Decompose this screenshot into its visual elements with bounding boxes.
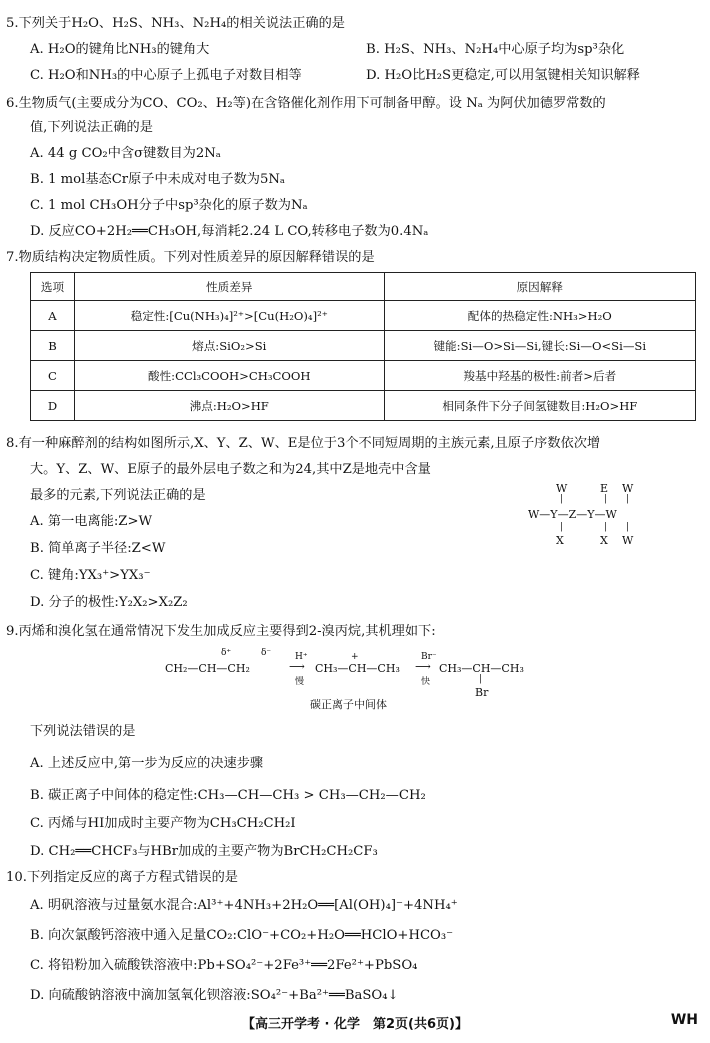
struct-bond: | [604,494,608,504]
q5-option-a: A. H₂O的键角比NH₃的键角大 [30,42,210,57]
q7-row-c-property: 酸性:CCl₃COOH>CH₃COOH [74,361,384,391]
q7-row-c-option: C [31,361,75,391]
struct-main-chain: W—Y—Z—Y—W [528,508,617,521]
struct-bottom-x2: X [600,534,608,547]
product-formula: CH₃—CH—CH₃ [439,662,524,675]
struct-bond: | [626,494,630,504]
table-row [31,361,696,391]
q8-option-c: C. 键角:YX₃⁺>YX₃⁻ [30,568,151,583]
arrow2-reagent: Br⁻ [421,652,437,662]
arrow2-icon: ⟶ [415,660,431,673]
struct-bond: | [560,494,564,504]
q9-stem: 9.丙烯和溴化氢在通常情况下发生加成反应主要得到2-溴丙烷,其机理如下: [6,624,436,639]
q8-option-d: D. 分子的极性:Y₂X₂>X₂Z₂ [30,595,188,610]
table-row [31,331,696,361]
q5-option-c: C. H₂O和NH₃的中心原子上孤电子对数目相等 [30,68,302,83]
q9-option-d: D. CH₂══CHCF₃与HBr加成的主要产物为BrCH₂CH₂CF₃ [30,844,378,859]
carbocation-caption: 碳正离子中间体 [310,698,387,711]
q8-stem-line3: 最多的元素,下列说法正确的是 [30,488,206,503]
q7-row-c-reason: 羧基中羟基的极性:前者>后者 [384,361,695,391]
q5-option-b: B. H₂S、NH₃、N₂H₄中心原子均为sp³杂化 [366,42,625,57]
q7-row-a-property: 稳定性:[Cu(NH₃)₄]²⁺>[Cu(H₂O)₄]²⁺ [74,301,384,331]
table-row [31,301,696,331]
q9-option-b: B. 碳正离子中间体的稳定性:CH₃—CH—CH₃ > CH₃—CH₂—CH₂ [30,788,426,803]
delta-plus: δ⁺ [221,648,232,658]
q7-row-d-property: 沸点:H₂O>HF [74,391,384,421]
arrow2-condition: 快 [421,677,431,687]
q7-table [30,272,696,421]
struct-bond: | [626,522,630,532]
q8-option-a: A. 第一电离能:Z>W [30,514,153,529]
q5-option-d: D. H₂O比H₂S更稳定,可以用氢键相关知识解释 [366,68,640,83]
q10-stem: 10.下列指定反应的离子方程式错误的是 [6,870,238,885]
q6-stem-line1: 6.生物质气(主要成分为CO、CO₂、H₂等)在含铬催化剂作用下可制备甲醇。设 Nₐ 为阿伏加德罗常数的 [6,96,606,111]
q10-option-c: C. 将铅粉加入硫酸铁溶液中:Pb+SO₄²⁻+2Fe³⁺══2Fe²⁺+PbSO₄ [30,958,418,973]
struct-bond: | [560,522,564,532]
q9-mechanism [165,650,545,710]
q7-row-b-property: 熔点:SiO₂>Si [74,331,384,361]
q6-option-c: C. 1 mol CH₃OH分子中sp³杂化的原子数为Nₐ [30,198,308,213]
q7-row-a-option: A [31,301,75,331]
q6-option-d: D. 反应CO+2H₂══CH₃OH,每消耗2.24 L CO,转移电子数为0.4Nₐ [30,224,429,239]
arrow1-icon: ⟶ [289,660,305,673]
delta-minus: δ⁻ [261,648,272,658]
carbocation-plus: + [351,652,359,662]
struct-bottom-w: W [622,534,634,547]
q7-row-b-reason: 键能:Si—O>Si—Si,键长:Si—O<Si—Si [384,331,695,361]
q10-option-a: A. 明矾溶液与过量氨水混合:Al³⁺+4NH₃+2H₂O══[Al(OH)₄]⁻+4NH₄⁺ [30,898,458,913]
q7-row-d-reason: 相同条件下分子间氢键数目:H₂O>HF [384,391,695,421]
q6-option-b: B. 1 mol基态Cr原子中未成对电子数为5Nₐ [30,172,285,187]
struct-top-e: E [600,482,609,495]
q9-option-c: C. 丙烯与HI加成时主要产物为CH₃CH₂CH₂I [30,816,296,831]
struct-top-w2: W [622,482,634,495]
q7-header-property: 性质差异 [74,273,384,301]
q8-stem-line2: 大。Y、Z、W、E原子的最外层电子数之和为24,其中Z是地壳中含量 [30,462,431,477]
q5-stem: 5.下列关于H₂O、H₂S、NH₃、N₂H₄的相关说法正确的是 [6,16,345,31]
struct-top-w1: W [556,482,568,495]
product-bond: | [479,674,483,684]
q7-row-b-option: B [31,331,75,361]
arrow1-condition: 慢 [295,677,305,687]
propene-formula: CH₂—CH—CH₂ [165,662,250,675]
q9-ask: 下列说法错误的是 [30,724,136,739]
q7-table-header [31,273,696,301]
q10-option-d: D. 向硫酸钠溶液中滴加氢氧化钡溶液:SO₄²⁻+Ba²⁺══BaSO₄↓ [30,988,399,1003]
q8-structure-diagram [528,480,668,550]
q6-stem-line2: 值,下列说法正确的是 [30,120,153,135]
q10-option-b: B. 向次氯酸钙溶液中通入足量CO₂:ClO⁻+CO₂+H₂O══HClO+HCO₃⁻ [30,928,454,943]
struct-bottom-x1: X [556,534,564,547]
q7-header-reason: 原因解释 [384,273,695,301]
q7-stem: 7.物质结构决定物质性质。下列对性质差异的原因解释错误的是 [6,250,375,265]
carbocation-formula: CH₃—CH—CH₃ [315,662,400,675]
page-footer: 【高三开学考 · 化学 第2页(共6页)】 [242,1017,468,1032]
corner-code: WH [670,1012,698,1028]
q9-option-a: A. 上述反应中,第一步为反应的决速步骤 [30,756,264,771]
product-br: Br [475,686,489,699]
table-row [31,391,696,421]
q7-row-d-option: D [31,391,75,421]
struct-bond: | [604,522,608,532]
q8-stem-line1: 8.有一种麻醉剂的结构如图所示,X、Y、Z、W、E是位于3个不同短周期的主族元素,且原子序数依次增 [6,436,601,451]
q8-option-b: B. 简单离子半径:Z<W [30,541,166,556]
q6-option-a: A. 44 g CO₂中含σ键数目为2Nₐ [30,146,221,161]
arrow1-reagent: H⁺ [295,652,308,662]
q7-row-a-reason: 配体的热稳定性:NH₃>H₂O [384,301,695,331]
q7-header-option: 选项 [31,273,75,301]
